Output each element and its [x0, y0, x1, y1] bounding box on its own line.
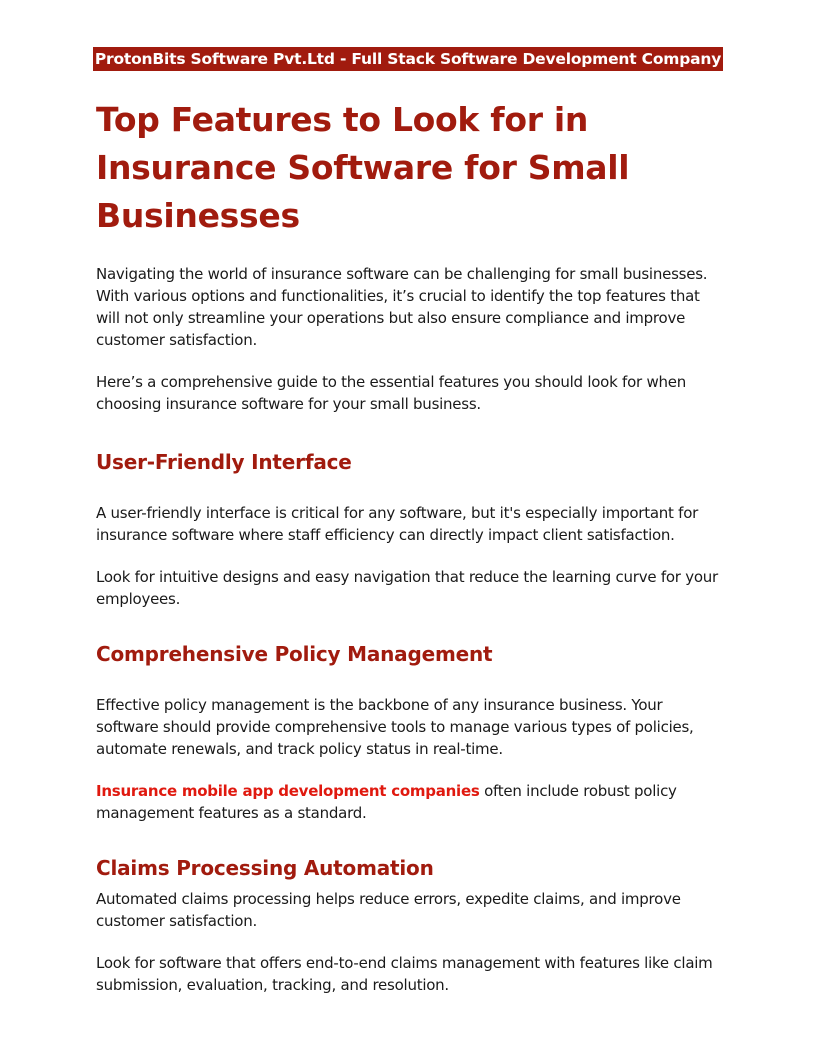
policy-paragraph-2 — [96, 780, 726, 824]
page-title: Top Features to Look for in Insurance Software for Small Businesses — [96, 100, 630, 235]
intro-paragraph-1: Navigating the world of insurance software can be challenging for small businesses. With various options and functionalities, it’s crucial to identify the top features that will not only streamline your operations but also ensure compliance and improve customer satisfaction. — [96, 265, 708, 349]
company-banner: ProtonBits Software Pvt.Ltd - Full Stack Software Development Company — [93, 47, 723, 71]
banner-container — [0, 47, 816, 71]
intro-paragraph-2: Here’s a comprehensive guide to the essential features you should look for when choosing insurance software for your small business. — [96, 373, 686, 413]
insurance-app-companies-link[interactable]: Insurance mobile app development companies — [96, 782, 480, 800]
claims-paragraph-1: Automated claims processing helps reduce errors, expedite claims, and improve customer satisfaction. — [96, 890, 681, 930]
article — [96, 96, 726, 996]
heading-policy-management: Comprehensive Policy Management — [96, 642, 493, 666]
policy-paragraph-2-text: often include robust policy management features as a standard. — [96, 782, 677, 822]
heading-user-friendly-interface: User-Friendly Interface — [96, 450, 352, 474]
ui-paragraph-1: A user-friendly interface is critical for any software, but it's especially important for insurance software where staff efficiency can directly impact client satisfaction. — [96, 504, 699, 544]
ui-paragraph-2: Look for intuitive designs and easy navigation that reduce the learning curve for your employees. — [96, 568, 718, 608]
claims-paragraph-2: Look for software that offers end-to-end claims management with features like claim submission, evaluation, tracking, and resolution. — [96, 954, 713, 994]
policy-paragraph-1: Effective policy management is the backbone of any insurance business. Your software should provide comprehensive tools to manage various types of policies, automate renewals, and track policy status in real-time. — [96, 696, 694, 758]
heading-claims-processing: Claims Processing Automation — [96, 856, 434, 880]
